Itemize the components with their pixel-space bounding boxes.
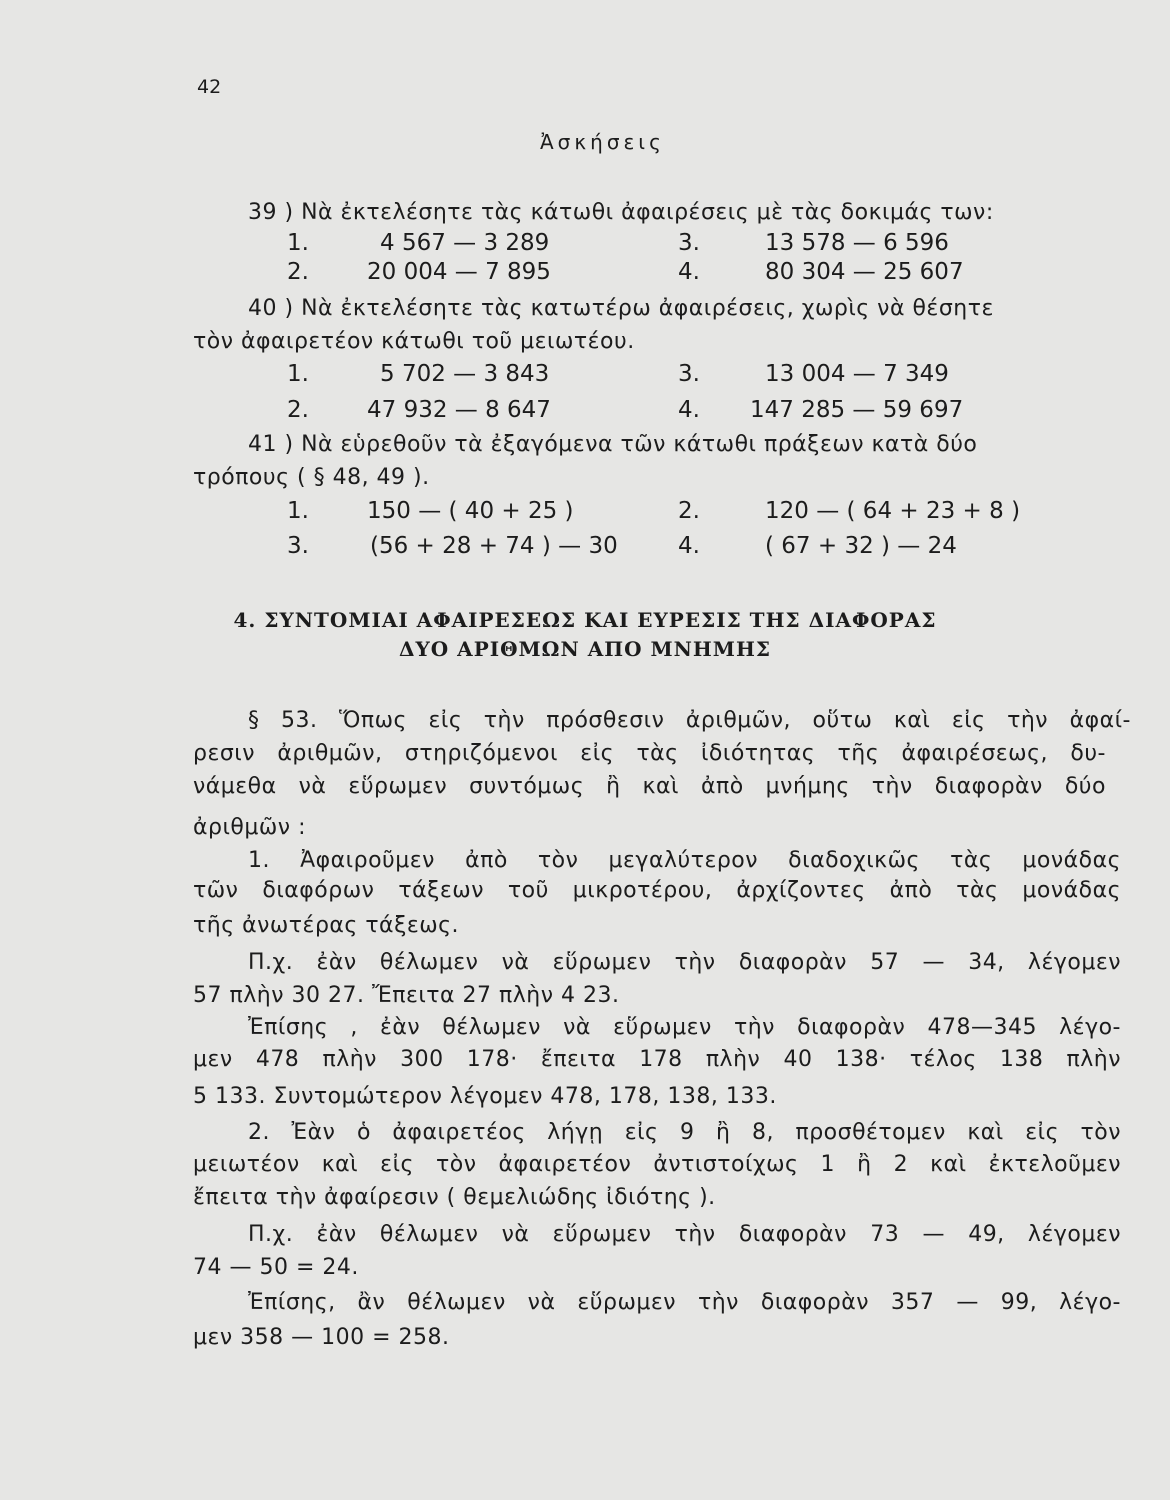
exercise-item-expression: 120 — ( 64 + 23 + 8 ) (765, 498, 1021, 524)
exercise-item-number: 3. (678, 230, 700, 256)
exercise-item-expression: 80 304 — 25 607 (765, 259, 964, 285)
exercise-item-expression: ( 67 + 32 ) — 24 (765, 533, 957, 559)
section-title: Ἀσκήσεις (540, 130, 665, 154)
body-line: μεν 358 — 100 = 258. (193, 1325, 450, 1350)
body-line: 57 πλὴν 30 27. Ἔπειτα 27 πλὴν 4 23. (193, 983, 620, 1008)
exercise-item-expression: 20 004 — 7 895 (367, 259, 551, 285)
exercise-item-expression: 150 — ( 40 + 25 ) (367, 498, 574, 524)
body-line: ἀριθμῶν : (193, 815, 306, 840)
exercise-item-number: 3. (287, 533, 309, 559)
body-line: τῶν διαφόρων τάξεων τοῦ μικροτέρου, ἀρχίζοντες ἀπὸ τὰς μονάδας (193, 878, 1121, 903)
exercise-item-number: 4. (678, 533, 700, 559)
exercise-41-line-1: 41 ) Νὰ εὑρεθοῦν τὰ ἐξαγόμενα τῶν κάτωθι πράξεων κατὰ δύο (248, 432, 978, 457)
body-line: 1. Ἀφαιροῦμεν ἀπὸ τὸν μεγαλύτερον διαδοχικῶς τὰς μονάδας (248, 848, 1121, 873)
exercise-item-expression: (56 + 28 + 74 ) — 30 (370, 533, 618, 559)
exercise-item-expression: 147 285 — 59 697 (750, 397, 964, 423)
body-line: Π.χ. ἐὰν θέλωμεν νὰ εὕρωμεν τὴν διαφορὰν 57 — 34, λέγομεν (248, 950, 1121, 975)
exercise-item-expression: 13 004 — 7 349 (765, 361, 949, 387)
body-line: Ἐπίσης , ἐὰν θέλωμεν νὰ εὕρωμεν τὴν διαφορὰν 478—345 λέγο- (248, 1015, 1121, 1040)
body-line: 2. Ἐὰν ὁ ἀφαιρετέος λήγῃ εἰς 9 ἢ 8, προσθέτομεν καὶ εἰς τὸν (248, 1120, 1121, 1145)
exercise-40-line-1: 40 ) Νὰ ἐκτελέσητε τὰς κατωτέρω ἀφαιρέσεις, χωρὶς νὰ θέσητε (248, 296, 994, 321)
exercise-item-expression: 4 567 — 3 289 (380, 230, 550, 256)
exercise-item-number: 1. (287, 230, 309, 256)
exercise-39-intro: 39 ) Νὰ ἐκτελέσητε τὰς κάτωθι ἀφαιρέσεις μὲ τὰς δοκιμάς των: (248, 200, 994, 225)
body-line: μειωτέον καὶ εἰς τὸν ἀφαιρετέον ἀντιστοίχως 1 ἢ 2 καὶ ἐκτελοῦμεν (193, 1152, 1121, 1177)
body-line: ἔπειτα τὴν ἀφαίρεσιν ( θεμελιώδης ἰδιότης ). (193, 1185, 716, 1210)
exercise-item-number: 2. (287, 397, 309, 423)
exercise-item-number: 2. (678, 498, 700, 524)
body-line: μεν 478 πλὴν 300 178· ἔπειτα 178 πλὴν 40 138· τέλος 138 πλὴν (193, 1047, 1121, 1072)
body-line: § 53. Ὅπως εἰς τὴν πρόσθεσιν ἀριθμῶν, οὕτω καὶ εἰς τὴν ἀφαί- (248, 708, 1131, 733)
body-line: 5 133. Συντομώτερον λέγομεν 478, 178, 138, 133. (193, 1084, 777, 1109)
page-number: 42 (197, 76, 222, 98)
exercise-item-expression: 47 932 — 8 647 (367, 397, 551, 423)
exercise-40-line-2: τὸν ἀφαιρετέον κάτωθι τοῦ μειωτέου. (193, 329, 635, 354)
exercise-item-number: 1. (287, 498, 309, 524)
exercise-41-line-2: τρόπους ( § 48, 49 ). (193, 465, 430, 490)
exercise-item-number: 1. (287, 361, 309, 387)
section-heading-line-2: ΔΥΟ ΑΡΙΘΜΩΝ ΑΠΟ ΜΝΗΜΗΣ (399, 637, 771, 661)
body-line: νάμεθα νὰ εὕρωμεν συντόμως ἢ καὶ ἀπὸ μνήμης τὴν διαφορὰν δύο (193, 774, 1106, 799)
exercise-item-number: 2. (287, 259, 309, 285)
exercise-item-expression: 5 702 — 3 843 (380, 361, 550, 387)
body-line: ρεσιν ἀριθμῶν, στηριζόμενοι εἰς τὰς ἰδιότητας τῆς ἀφαιρέσεως, δυ- (193, 741, 1106, 766)
body-line: Ἐπίσης, ἂν θέλωμεν νὰ εὕρωμεν τὴν διαφορὰν 357 — 99, λέγο- (248, 1290, 1121, 1315)
body-line: τῆς ἀνωτέρας τάξεως. (193, 913, 460, 938)
exercise-item-number: 4. (678, 259, 700, 285)
exercise-item-number: 3. (678, 361, 700, 387)
body-line: Π.χ. ἐὰν θέλωμεν νὰ εὕρωμεν τὴν διαφορὰν 73 — 49, λέγομεν (248, 1222, 1121, 1247)
exercise-item-number: 4. (678, 397, 700, 423)
exercise-item-expression: 13 578 — 6 596 (765, 230, 949, 256)
section-heading-line-1: 4. ΣΥΝΤΟΜΙΑΙ ΑΦΑΙΡΕΣΕΩΣ ΚΑΙ ΕΥΡΕΣΙΣ ΤΗΣ ΔΙΑΦΟΡΑΣ (233, 608, 937, 632)
body-line: 74 — 50 = 24. (193, 1255, 359, 1280)
